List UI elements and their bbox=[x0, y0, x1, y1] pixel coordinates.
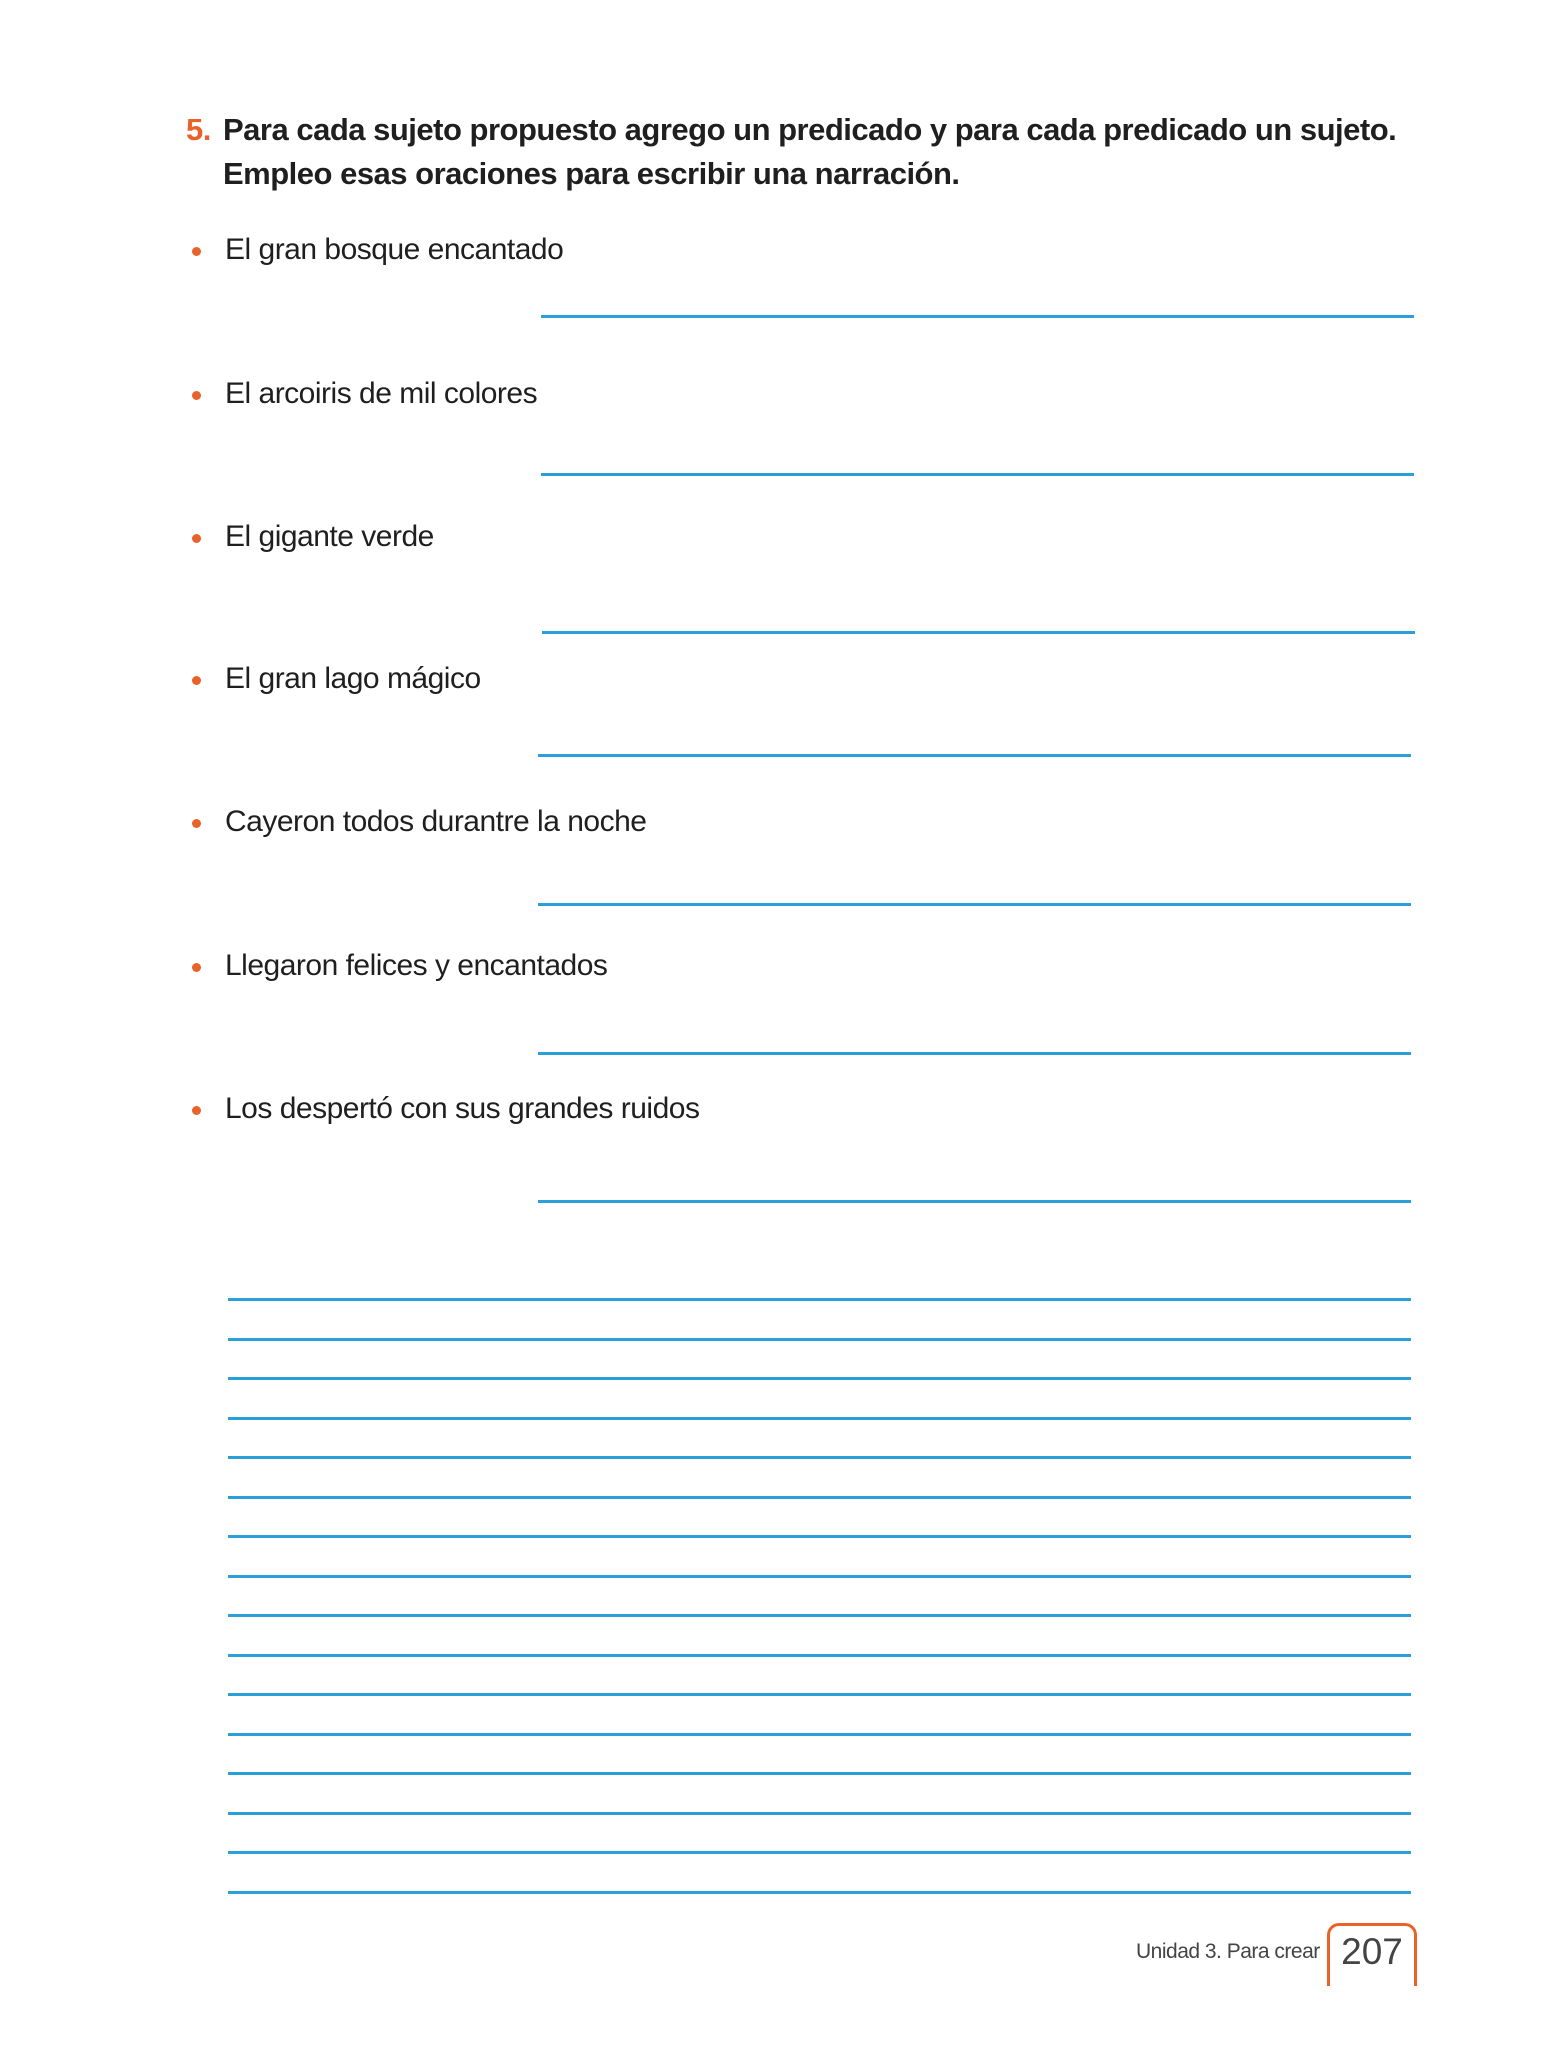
bullet-icon bbox=[192, 1106, 201, 1115]
list-item bbox=[192, 230, 563, 270]
bullet-icon bbox=[192, 391, 201, 400]
page-number: 207 bbox=[1327, 1923, 1417, 1986]
narration-line[interactable] bbox=[228, 1298, 1411, 1301]
list-item bbox=[192, 946, 607, 986]
item-text: Los despertó con sus grandes ruidos bbox=[225, 1092, 700, 1125]
bullet-icon bbox=[192, 963, 201, 972]
unit-label: Unidad 3. Para crear bbox=[1136, 1940, 1320, 1963]
item-text: El arcoiris de mil colores bbox=[225, 377, 538, 410]
answer-line[interactable] bbox=[542, 631, 1415, 634]
narration-line[interactable] bbox=[228, 1772, 1411, 1775]
narration-line[interactable] bbox=[228, 1535, 1411, 1538]
list-item bbox=[192, 802, 646, 842]
narration-line[interactable] bbox=[228, 1733, 1411, 1736]
item-text: Cayeron todos durantre la noche bbox=[225, 805, 647, 838]
narration-line[interactable] bbox=[228, 1614, 1411, 1617]
answer-line[interactable] bbox=[541, 315, 1414, 318]
bullet-icon bbox=[192, 819, 201, 828]
narration-line[interactable] bbox=[228, 1693, 1411, 1696]
exercise-instruction bbox=[186, 108, 1416, 196]
narration-line[interactable] bbox=[228, 1377, 1411, 1380]
narration-line[interactable] bbox=[228, 1456, 1411, 1459]
narration-line[interactable] bbox=[228, 1496, 1411, 1499]
narration-line[interactable] bbox=[228, 1575, 1411, 1578]
bullet-icon bbox=[192, 247, 201, 256]
item-text: El gigante verde bbox=[225, 520, 434, 553]
narration-line[interactable] bbox=[228, 1654, 1411, 1657]
item-text: El gran bosque encantado bbox=[225, 233, 564, 266]
narration-line[interactable] bbox=[228, 1851, 1411, 1854]
narration-line[interactable] bbox=[228, 1891, 1411, 1894]
narration-line[interactable] bbox=[228, 1338, 1411, 1341]
answer-line[interactable] bbox=[538, 903, 1411, 906]
answer-line[interactable] bbox=[541, 473, 1414, 476]
answer-line[interactable] bbox=[538, 1052, 1411, 1055]
item-text: El gran lago mágico bbox=[225, 662, 481, 695]
narration-line[interactable] bbox=[228, 1812, 1411, 1815]
item-text: Llegaron felices y encantados bbox=[225, 949, 608, 982]
answer-line[interactable] bbox=[538, 754, 1411, 757]
bullet-icon bbox=[192, 534, 201, 543]
instruction-text: Para cada sujeto propuesto agrego un predicado y para cada predicado un sujeto. Empleo esas oraciones para escribir una narración. bbox=[223, 112, 1397, 191]
bullet-icon bbox=[192, 676, 201, 685]
list-item bbox=[192, 659, 481, 699]
list-item bbox=[192, 517, 434, 557]
exercise-number: 5. bbox=[186, 112, 211, 147]
answer-line[interactable] bbox=[538, 1200, 1411, 1203]
narration-line[interactable] bbox=[228, 1417, 1411, 1420]
list-item bbox=[192, 1089, 699, 1129]
list-item bbox=[192, 374, 537, 414]
